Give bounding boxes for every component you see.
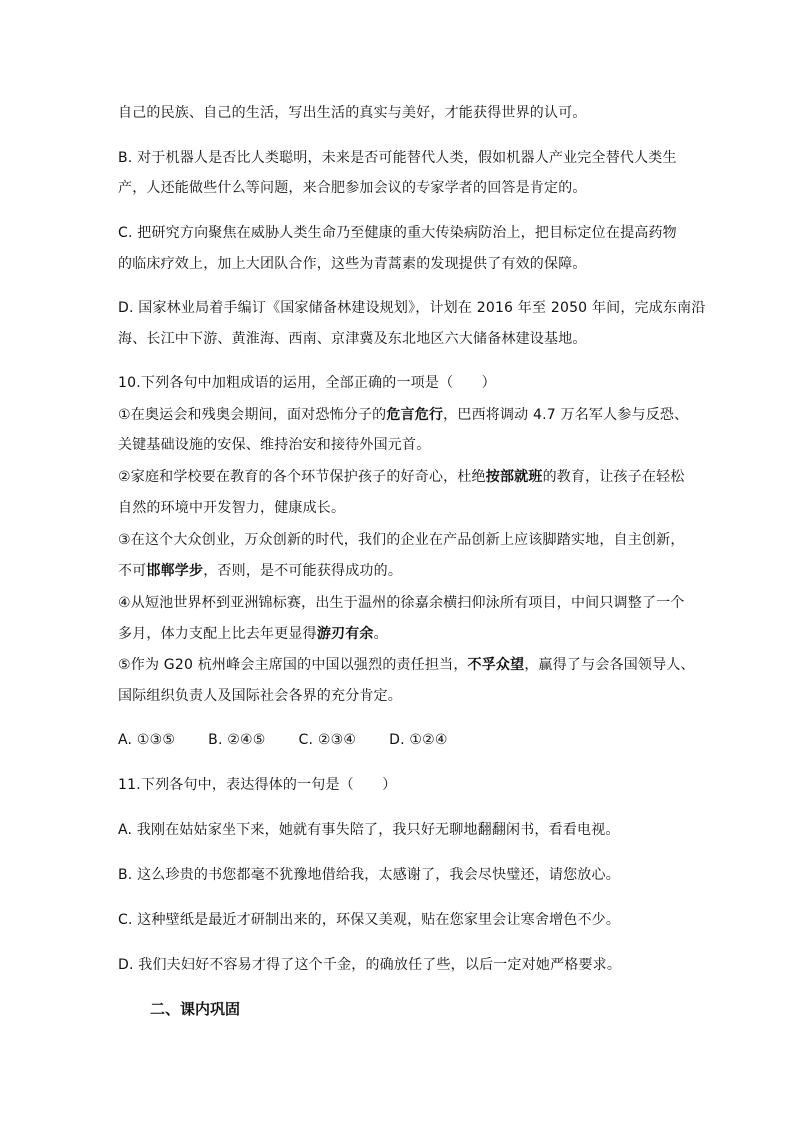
sentence-3-line-1: ③在这个大众创业，万众创新的时代，我们的企业在产品创新上应该脚踏实地，自主创新， <box>118 532 685 548</box>
sentence-text: ，巴西将调动 4.7 万名军人参与反恐、 <box>443 407 689 423</box>
question-11-option-c: C. 这种壁纸是最近才研制出来的，环保又美观，贴在您家里会让寒舍增色不少。 <box>118 912 621 928</box>
sentence-text: 多月，体力支配上比去年更显得 <box>118 626 317 642</box>
question-11-option-a: A. 我刚在姑姑家坐下来，她就有事失陪了，我只好无聊地翻翻闲书，看看电视。 <box>118 822 620 838</box>
bold-idiom: 邯郸学步 <box>146 563 204 579</box>
sentence-text: ②家庭和学校要在教育的各个环节保护孩子的好奇心，杜绝 <box>118 469 486 485</box>
question-10-stem: 10.下列各句中加粗成语的运用，全部正确的一项是（ ） <box>118 375 496 391</box>
question-11-stem: 11.下列各句中，表达得体的一句是（ ） <box>118 777 397 793</box>
sentence-4-line-2 <box>118 624 388 644</box>
option-c-line-2: 的临床疗效上，加上大团队合作，这些为青蒿素的发现提供了有效的保障。 <box>118 256 587 272</box>
sentence-2-line-2: 自然的环境中开发智力，健康成长。 <box>118 500 346 516</box>
option-b-line-2: 产，人还能做些什么等问题，来合肥参加会议的专家学者的回答是肯定的。 <box>118 180 587 196</box>
sentence-text: 的教育，让孩子在轻松 <box>542 469 685 485</box>
sentence-1-line-2: 关键基础设施的安保、维持治安和接待外国元首。 <box>118 437 431 453</box>
bold-idiom: 不孚众望 <box>467 657 525 673</box>
sentence-5-line-2: 国际组织负责人及国际社会各界的充分肯定。 <box>118 688 402 704</box>
sentence-text: 不可 <box>118 563 147 579</box>
sentence-text: ⑤作为 G20 杭州峰会主席国的中国以强烈的责任担当， <box>118 657 468 673</box>
bold-idiom: 危言危行 <box>386 407 444 423</box>
bold-idiom: 游刃有余 <box>316 626 374 642</box>
option-d-line-1: D. 国家林业局着手编订《国家储备林建设规划》，计划在 2016 年至 2050 年间，完成东南沿 <box>118 300 706 316</box>
text-line: 自己的民族、自己的生活，写出生活的真实与美好，才能获得世界的认可。 <box>118 105 587 121</box>
sentence-text: ，赢得了与会各国领导人、 <box>524 657 695 673</box>
option-b-line-1: B. 对于机器人是否比人类聪明，未来是否可能替代人类，假如机器人产业完全替代人类生 <box>118 150 677 166</box>
sentence-2-line-1 <box>118 467 685 487</box>
sentence-5-line-1 <box>118 655 695 675</box>
question-11-option-d: D. 我们夫妇好不容易才得了这个千金，的确放任了些，以后一定对她严格要求。 <box>118 957 622 973</box>
bold-idiom: 按部就班 <box>485 469 543 485</box>
option-d-line-2: 海、长江中下游、黄淮海、西南、京津冀及东北地区六大储备林建设基地。 <box>118 331 587 347</box>
sentence-text: ①在奥运会和残奥会期间，面对恐怖分子的 <box>118 407 387 423</box>
question-10-options: A. ①③⑤ B. ②④⑤ C. ②③④ D. ①②④ <box>118 732 448 748</box>
sentence-text: 。 <box>373 626 388 642</box>
question-11-option-b: B. 这么珍贵的书您都毫不犹豫地借给我，太感谢了，我会尽快璧还，请您放心。 <box>118 867 620 883</box>
sentence-4-line-1: ④从短池世界杯到亚洲锦标赛，出生于温州的徐嘉余横扫仰泳所有项目，中间只调整了一个 <box>118 595 685 611</box>
option-c-line-1: C. 把研究方向聚焦在威胁人类生命乃至健康的重大传染病防治上，把目标定位在提高药物 <box>118 225 677 241</box>
sentence-1-line-1 <box>118 405 688 425</box>
sentence-3-line-2 <box>118 561 402 581</box>
sentence-text: ，否则，是不可能获得成功的。 <box>203 563 403 579</box>
section-heading: 二、课内巩固 <box>150 1000 241 1018</box>
